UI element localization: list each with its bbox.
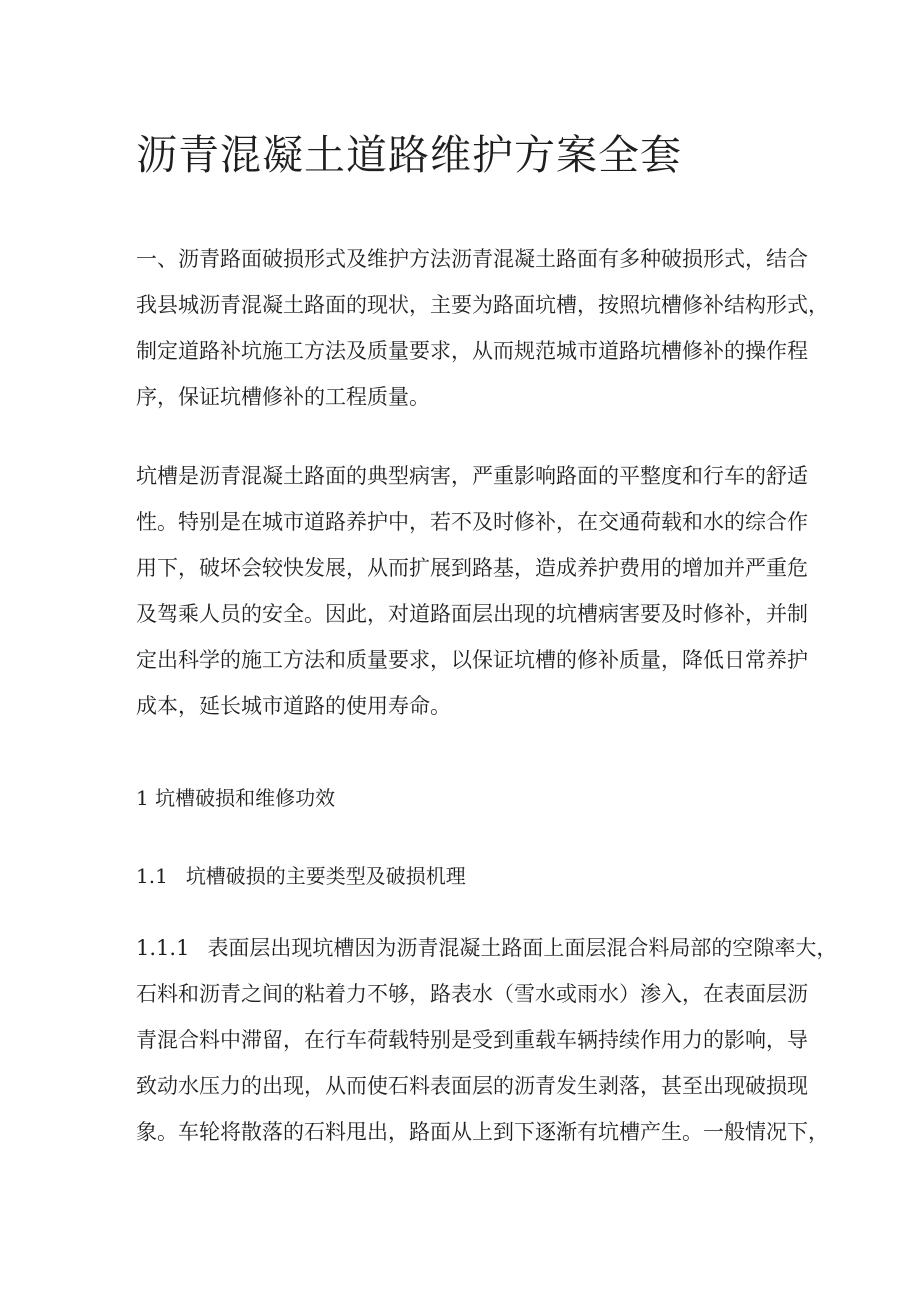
paragraph-1-line: 序，保证坑槽修补的工程质量。 bbox=[136, 385, 430, 409]
section-heading-1-1 bbox=[136, 861, 466, 891]
clause-number: 1.1.1 bbox=[136, 936, 190, 960]
paragraph-3-line: 致动水压力的出现，从而使石料表面层的沥青发生剥落，甚至出现破损现 bbox=[136, 1074, 808, 1098]
paragraph-2-line: 定出科学的施工方法和质量要求，以保证坑槽的修补质量，降低日常养护 bbox=[136, 648, 808, 672]
paragraph-3 bbox=[136, 925, 837, 1155]
paragraph-2-line: 及驾乘人员的安全。因此，对道路面层出现的坑槽病害要及时修补，并制 bbox=[136, 602, 808, 626]
section-number: 1.1 bbox=[136, 864, 168, 888]
paragraph-1 bbox=[136, 236, 829, 420]
paragraph-2-line: 用下，破坏会较快发展，从而扩展到路基，造成养护费用的增加并严重危 bbox=[136, 556, 808, 580]
section-title: 坑槽破损和维修功效 bbox=[155, 786, 336, 810]
paragraph-1-line: 一、沥青路面破损形式及维护方法沥青混凝土路面有多种破损形式，结合 bbox=[136, 247, 808, 271]
paragraph-1-line: 制定道路补坑施工方法及质量要求，从而规范城市道路坑槽修补的操作程 bbox=[136, 339, 808, 363]
paragraph-2 bbox=[136, 453, 808, 729]
paragraph-3-line: 青混合料中滞留，在行车荷载特别是受到重载车辆持续作用力的影响，导 bbox=[136, 1028, 808, 1052]
paragraph-2-line: 坑槽是沥青混凝土路面的典型病害，严重影响路面的平整度和行车的舒适 bbox=[136, 464, 808, 488]
paragraph-3-line bbox=[136, 925, 837, 971]
paragraph-2-line: 成本，延长城市道路的使用寿命。 bbox=[136, 694, 451, 718]
paragraph-3-line: 象。车轮将散落的石料甩出，路面从上到下逐渐有坑槽产生。一般情况下， bbox=[136, 1120, 829, 1144]
document-title: 沥青混凝土道路维护方案全套 bbox=[136, 131, 682, 179]
section-title: 坑槽破损的主要类型及破损机理 bbox=[185, 864, 466, 888]
paragraph-3-line-text: 表面层出现坑槽因为沥青混凝土路面上面层混合料局部的空隙率大， bbox=[207, 936, 838, 960]
paragraph-1-line: 我县城沥青混凝土路面的现状，主要为路面坑槽，按照坑槽修补结构形式， bbox=[136, 293, 829, 317]
paragraph-3-line: 石料和沥青之间的粘着力不够，路表水（雪水或雨水）渗入，在表面层沥 bbox=[136, 982, 808, 1006]
section-heading-1 bbox=[136, 783, 335, 813]
section-number: 1 bbox=[136, 786, 149, 810]
paragraph-2-line: 性。特别是在城市道路养护中，若不及时修补，在交通荷载和水的综合作 bbox=[136, 510, 808, 534]
